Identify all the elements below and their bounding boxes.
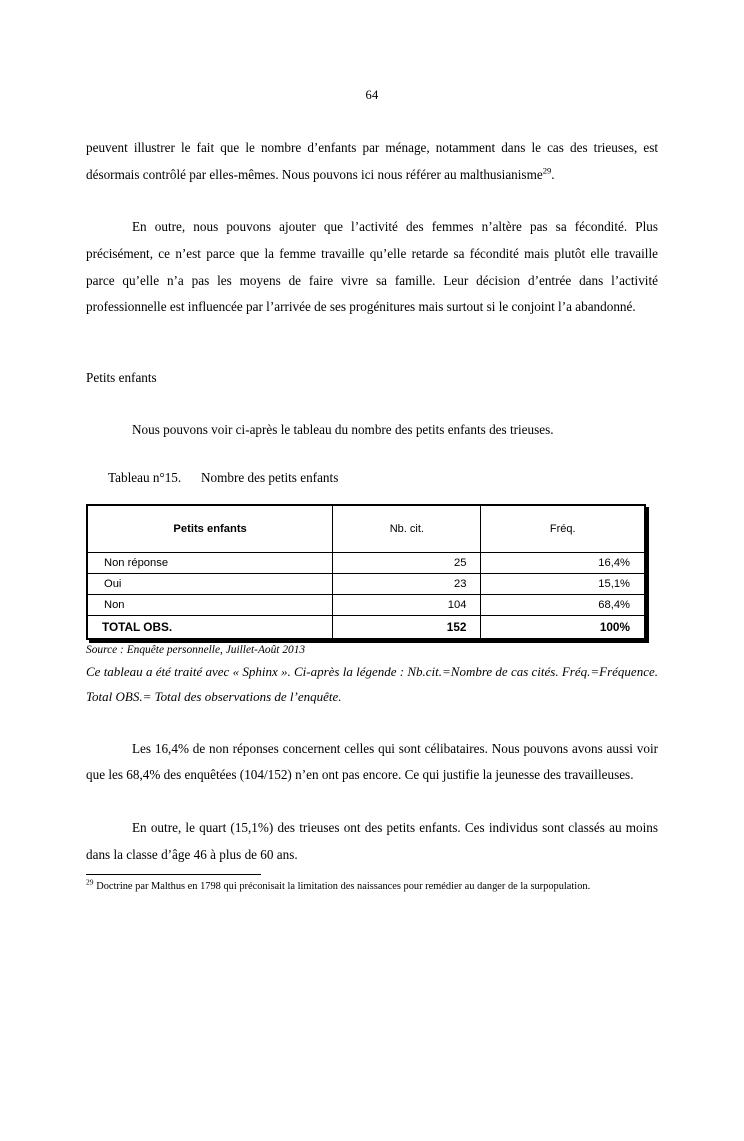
paragraph-1 <box>86 135 658 188</box>
row-count: 104 <box>333 595 481 616</box>
document-page <box>0 88 744 1141</box>
table-row <box>87 574 645 595</box>
footnote-separator <box>86 874 261 875</box>
total-count: 152 <box>333 616 481 640</box>
spacer <box>86 391 658 417</box>
table-caption-number: Tableau n°15. <box>108 470 182 485</box>
spacer <box>86 789 658 815</box>
total-label: TOTAL OBS. <box>87 616 333 640</box>
row-count: 25 <box>333 553 481 574</box>
table-caption <box>86 470 658 486</box>
petits-enfants-table <box>86 504 646 640</box>
paragraph-2: En outre, nous pouvons ajouter que l’activité des femmes n’altère pas sa fécondité. Plus précisément, ce n’est parce que la femme travaille qu’elle retarde sa fécondité mais plutôt elle travaille parce qu’elle n’a pas les moyens de faire vivre sa famille. Leur décision d’entrée dans l’activité professionnelle est influencée par l’arrivée de ses progénitures mais surtout si le conjoint l’a abandonné. <box>86 219 658 315</box>
table-header-cell-2: Fréq. <box>481 505 645 553</box>
total-freq: 100% <box>481 616 645 640</box>
row-freq: 68,4% <box>481 595 645 616</box>
row-label: Non <box>87 595 333 616</box>
row-freq: 16,4% <box>481 553 645 574</box>
table-note: Ce tableau a été traité avec « Sphinx ». Ci-après la légende : Nb.cit.=Nombre de cas cités. Fréq.=Fréquence. Total OBS.= Total des observations de l’enquête. <box>86 664 658 705</box>
footnote-text: Doctrine par Malthus en 1798 qui préconisait la limitation des naissances pour remédier au danger de la surpopulation. <box>93 881 591 893</box>
footnote-29 <box>86 879 658 894</box>
row-label: Non réponse <box>87 553 333 574</box>
page-content <box>86 135 658 895</box>
row-label: Oui <box>87 574 333 595</box>
paragraph-1-text: peuvent illustrer le fait que le nombre d’enfants par ménage, notamment dans le cas des trieuses, est désormais contrôlé par elles-mêmes. Nous pouvons ici nous référer au malthusianisme <box>86 140 658 182</box>
paragraph-1-end: . <box>551 166 555 182</box>
spacer <box>86 188 658 214</box>
table-caption-title: Nombre des petits enfants <box>200 470 339 485</box>
spacer <box>86 444 658 470</box>
page-number: 64 <box>365 88 379 102</box>
table-header-row <box>87 505 645 553</box>
spacer <box>86 486 658 504</box>
spacer <box>86 321 658 347</box>
table-row <box>87 595 645 616</box>
paragraph-3: Nous pouvons voir ci-après le tableau du nombre des petits enfants des trieuses. <box>132 422 554 438</box>
table-header-cell-0: Petits enfants <box>87 505 333 553</box>
footnote-reference-29: 29 <box>542 165 552 176</box>
table-source: Source : Enquête personnelle, Juillet-Août 2013 <box>86 644 306 656</box>
table-total-row <box>87 616 645 640</box>
table-body <box>87 553 645 640</box>
footnote-marker: 29 <box>86 877 94 887</box>
row-freq: 15,1% <box>481 574 645 595</box>
table-row <box>87 553 645 574</box>
table-header-cell-1: Nb. cit. <box>333 505 481 553</box>
paragraph-5: En outre, le quart (15,1%) des trieuses ont des petits enfants. Ces individus sont classés au moins dans la classe d’âge 46 à plus de 60 ans. <box>86 820 658 862</box>
spacer <box>86 347 658 365</box>
paragraph-4: Les 16,4% de non réponses concernent celles qui sont célibataires. Nous pouvons avons aussi voir que les 68,4% des enquêtées (104/152) n’en ont pas encore. Ce qui justifie la jeunesse des travailleuses. <box>86 740 658 783</box>
table-head <box>87 505 645 553</box>
spacer <box>86 710 658 736</box>
section-heading-petits-enfants: Petits enfants <box>86 369 157 385</box>
row-count: 23 <box>333 574 481 595</box>
